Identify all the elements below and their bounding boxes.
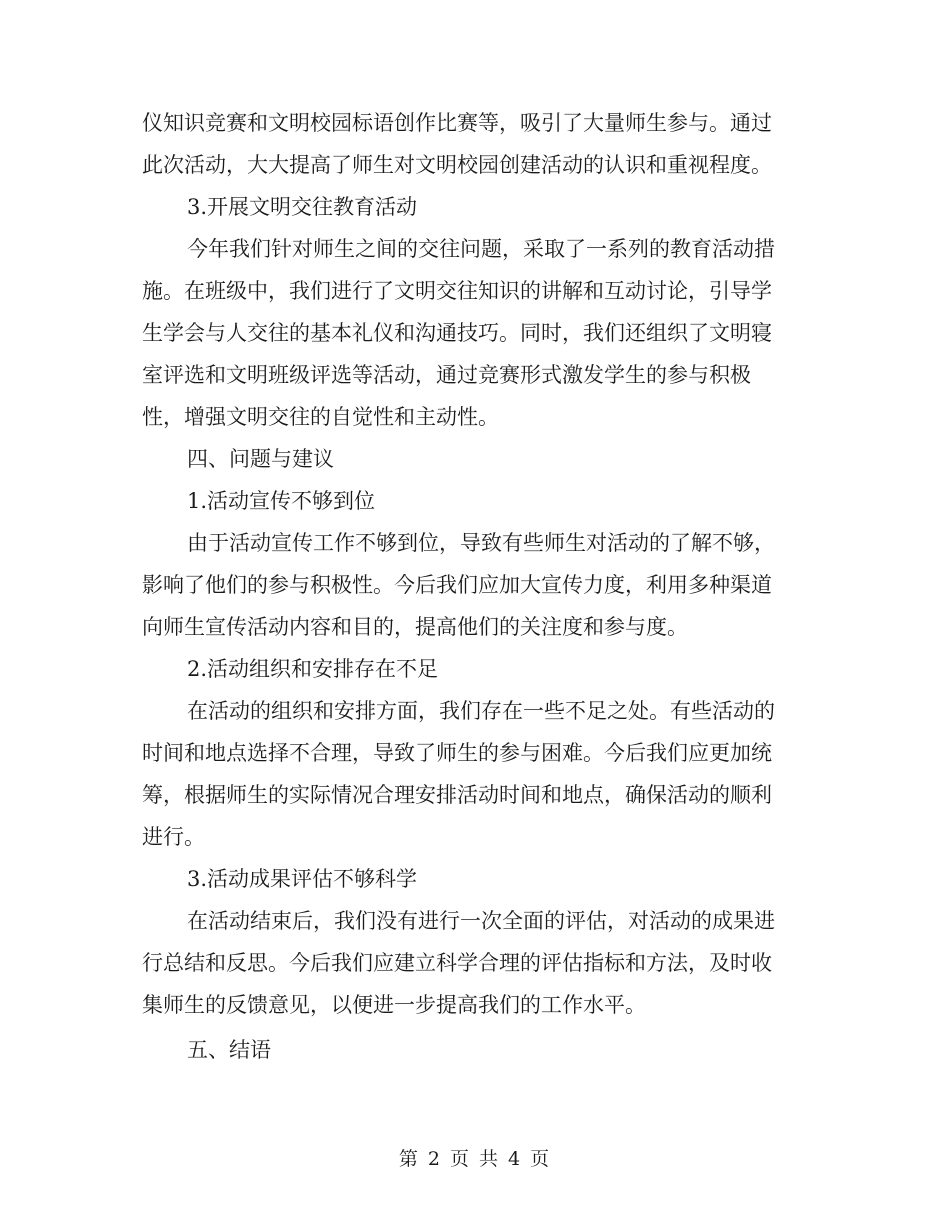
- paragraph-line: 行总结和反思。今后我们应建立科学合理的评估指标和方法，及时收: [142, 951, 772, 975]
- paragraph-line: 性，增强文明交往的自觉性和主动性。: [142, 405, 499, 429]
- paragraph-line: 今年我们针对师生之间的交往问题，采取了一系列的教育活动措: [187, 237, 775, 261]
- page-number-footer: 第 2 页 共 4 页: [398, 1148, 552, 1170]
- section-heading: 2.活动组织和安排存在不足: [187, 657, 439, 681]
- paragraph-line: 生学会与人交往的基本礼仪和沟通技巧。同时，我们还组织了文明寝: [142, 321, 772, 345]
- section-heading: 3.活动成果评估不够科学: [187, 867, 418, 891]
- paragraph-line: 筹，根据师生的实际情况合理安排活动时间和地点，确保活动的顺利: [142, 783, 772, 807]
- paragraph-line: 集师生的反馈意见，以便进一步提高我们的工作水平。: [142, 993, 646, 1017]
- paragraph-line: 室评选和文明班级评选等活动，通过竞赛形式激发学生的参与积极: [142, 363, 751, 387]
- paragraph-line: 此次活动，大大提高了师生对文明校园创建活动的认识和重视程度。: [142, 153, 772, 177]
- paragraph-line: 影响了他们的参与积极性。今后我们应加大宣传力度，利用多种渠道: [142, 573, 772, 597]
- section-heading: 1.活动宣传不够到位: [187, 489, 376, 513]
- paragraph-line: 向师生宣传活动内容和目的，提高他们的关注度和参与度。: [142, 615, 688, 639]
- paragraph-line: 时间和地点选择不合理，导致了师生的参与困难。今后我们应更加统: [142, 741, 772, 765]
- section-heading: 3.开展文明交往教育活动: [187, 195, 418, 219]
- paragraph-line: 在活动结束后，我们没有进行一次全面的评估，对活动的成果进: [187, 909, 775, 933]
- paragraph-line: 仪知识竞赛和文明校园标语创作比赛等，吸引了大量师生参与。通过: [142, 111, 772, 135]
- paragraph-line: 施。在班级中，我们进行了文明交往知识的讲解和互动讨论，引导学: [142, 279, 772, 303]
- section-heading: 五、结语: [187, 1038, 271, 1062]
- section-heading: 四、问题与建议: [187, 447, 334, 471]
- paragraph-line: 进行。: [142, 825, 205, 849]
- paragraph-line: 由于活动宣传工作不够到位，导致有些师生对活动的了解不够，: [187, 531, 775, 555]
- paragraph-line: 在活动的组织和安排方面，我们存在一些不足之处。有些活动的: [187, 699, 775, 723]
